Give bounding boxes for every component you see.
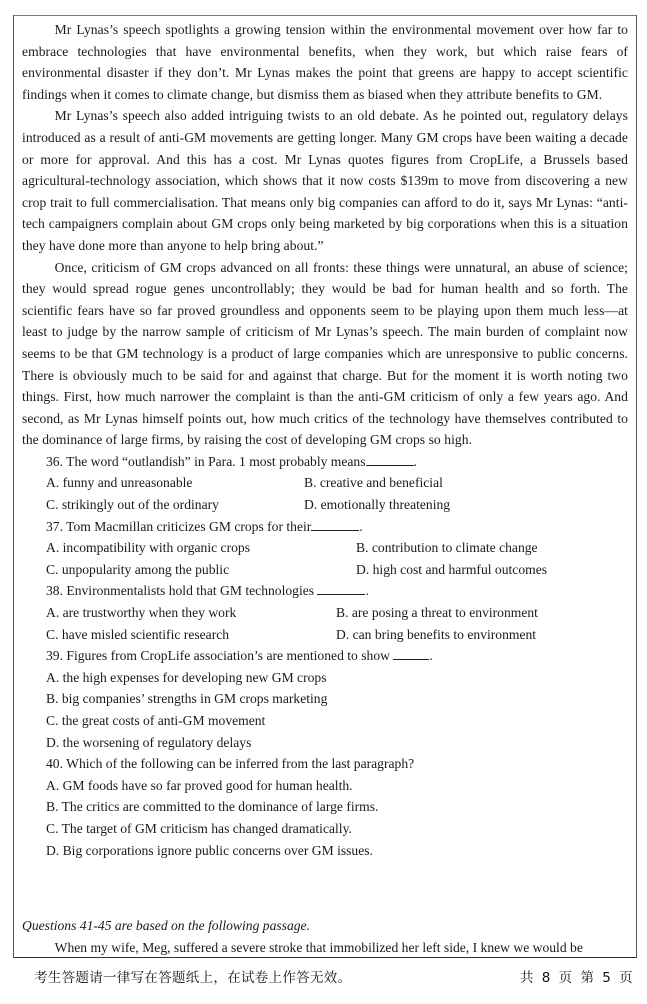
option-c: C. The target of GM criticism has changed dramatically. [46,820,352,836]
answer-sheet-notice: 考生答题请一律写在答题纸上，在试卷上作答无效。 [34,970,352,986]
option-b: B. creative and beneficial [304,475,443,491]
option-b: B. contribution to climate change [356,540,538,556]
passage-paragraph-3: Once, criticism of GM crops advanced on all fronts: these things were unnatural, an abuse of science; they would spread rogue genes uncontrollably; they would be bad for human health and so forth. The scientific fears have so far proved groundless and opponents seem to be playing upon them much less—at least to judge by the narrow sample of criticism of Mr Lynas’s speech. The main burden of complaint now seems to be that GM technology is a product of large companies which are unresponsive to public concerns. There is obviously much to be said for and against that charge. But for the moment it is worth noting two things. First, how much narrower the complaint is than the anti-GM criticism of only a few years ago. And second, as Mr Lynas himself points out, how much critics of the technology have themselves contributed to the dominance of large firms, by raising the cost of developing GM crops so high. [22,259,628,448]
question-stem: 37. Tom Macmillan criticizes GM crops for their . [46,518,363,534]
exam-page-frame [13,15,637,958]
option-c: C. unpopularity among the public [46,561,230,577]
question-37 [22,516,628,581]
option-b: B. are posing a threat to environment [336,605,538,621]
question-stem: 39. Figures from CropLife association’s are mentioned to show . [46,648,433,664]
options-row [46,602,628,624]
answer-blank [317,583,365,595]
option-c: C. strikingly out of the ordinary [46,497,219,513]
option-a: A. GM foods have so far proved good for human health. [46,777,353,793]
passage-paragraph-1: Mr Lynas’s speech spotlights a growing tension within the environmental movement over how far to embrace technologies that have environmental benefits, when they work, but which raise fears of environmental disaster if they don’t. Mr Lynas makes the point that greens are happy to accept scientific findings when it comes to climate change, but dismiss them as biased when they attribute benefits to GM. [22,22,628,102]
answer-blank [393,648,429,660]
question-stem: 36. The word “outlandish” in Para. 1 most probably means . [46,453,417,469]
option-d: D. the worsening of regulatory delays [46,734,252,750]
option-a: A. incompatibility with organic crops [46,540,250,556]
options-row [46,537,628,559]
answer-blank [311,519,359,531]
option-c: C. have misled scientific research [46,626,230,642]
question-stem: 38. Environmentalists hold that GM technologies . [46,583,369,599]
option-d: D. can bring benefits to environment [336,626,537,642]
option-d: D. emotionally threatening [304,497,451,513]
options-row [46,472,628,494]
options-row [46,559,628,581]
page-footer [0,964,647,988]
options-row [46,624,628,646]
option-b: B. The critics are committed to the dominance of large firms. [46,799,379,815]
question-stem: 40. Which of the following can be inferred from the last paragraph? [46,756,415,772]
option-a: A. are trustworthy when they work [46,605,237,621]
question-39 [22,645,628,753]
option-d: D. high cost and harmful outcomes [356,561,548,577]
page-number: 共 8 页 第 5 页 [520,970,633,986]
option-c: C. the great costs of anti-GM movement [46,713,266,728]
option-d: D. Big corporations ignore public concerns over GM issues. [46,842,373,858]
option-a: A. the high expenses for developing new GM crops [46,669,327,685]
next-passage-first-line: When my wife, Meg, suffered a severe stroke that immobilized her left side, I knew we would be [54,940,583,955]
question-36 [22,451,628,516]
answer-blank [366,454,414,466]
options-row [46,494,628,516]
option-a: A. funny and unreasonable [46,475,193,491]
next-section-intro: Questions 41-45 are based on the following passage. [22,918,310,933]
question-40 [22,753,628,861]
passage-paragraph-2: Mr Lynas’s speech also added intriguing twists to an old debate. As he pointed out, regulatory delays introduced as a result of anti-GM movements are getting longer. Many GM crops have been waiting a decade or more for approval. And this has a cost. Mr Lynas quotes figures from CropLife, a Brussels based agricultural-technology association, which shows that it now costs $139m to move from discovering a new crop trait to full commercialisation. That means only big companies can afford to do it, says Mr Lynas: “anti-tech campaigners complain about GM crops only being marketed by big corporations when this is a situation they have done more than anyone to help bring about.” [22,108,628,253]
option-b: B. big companies’ strengths in GM crops marketing [46,691,328,707]
question-38 [22,580,628,645]
